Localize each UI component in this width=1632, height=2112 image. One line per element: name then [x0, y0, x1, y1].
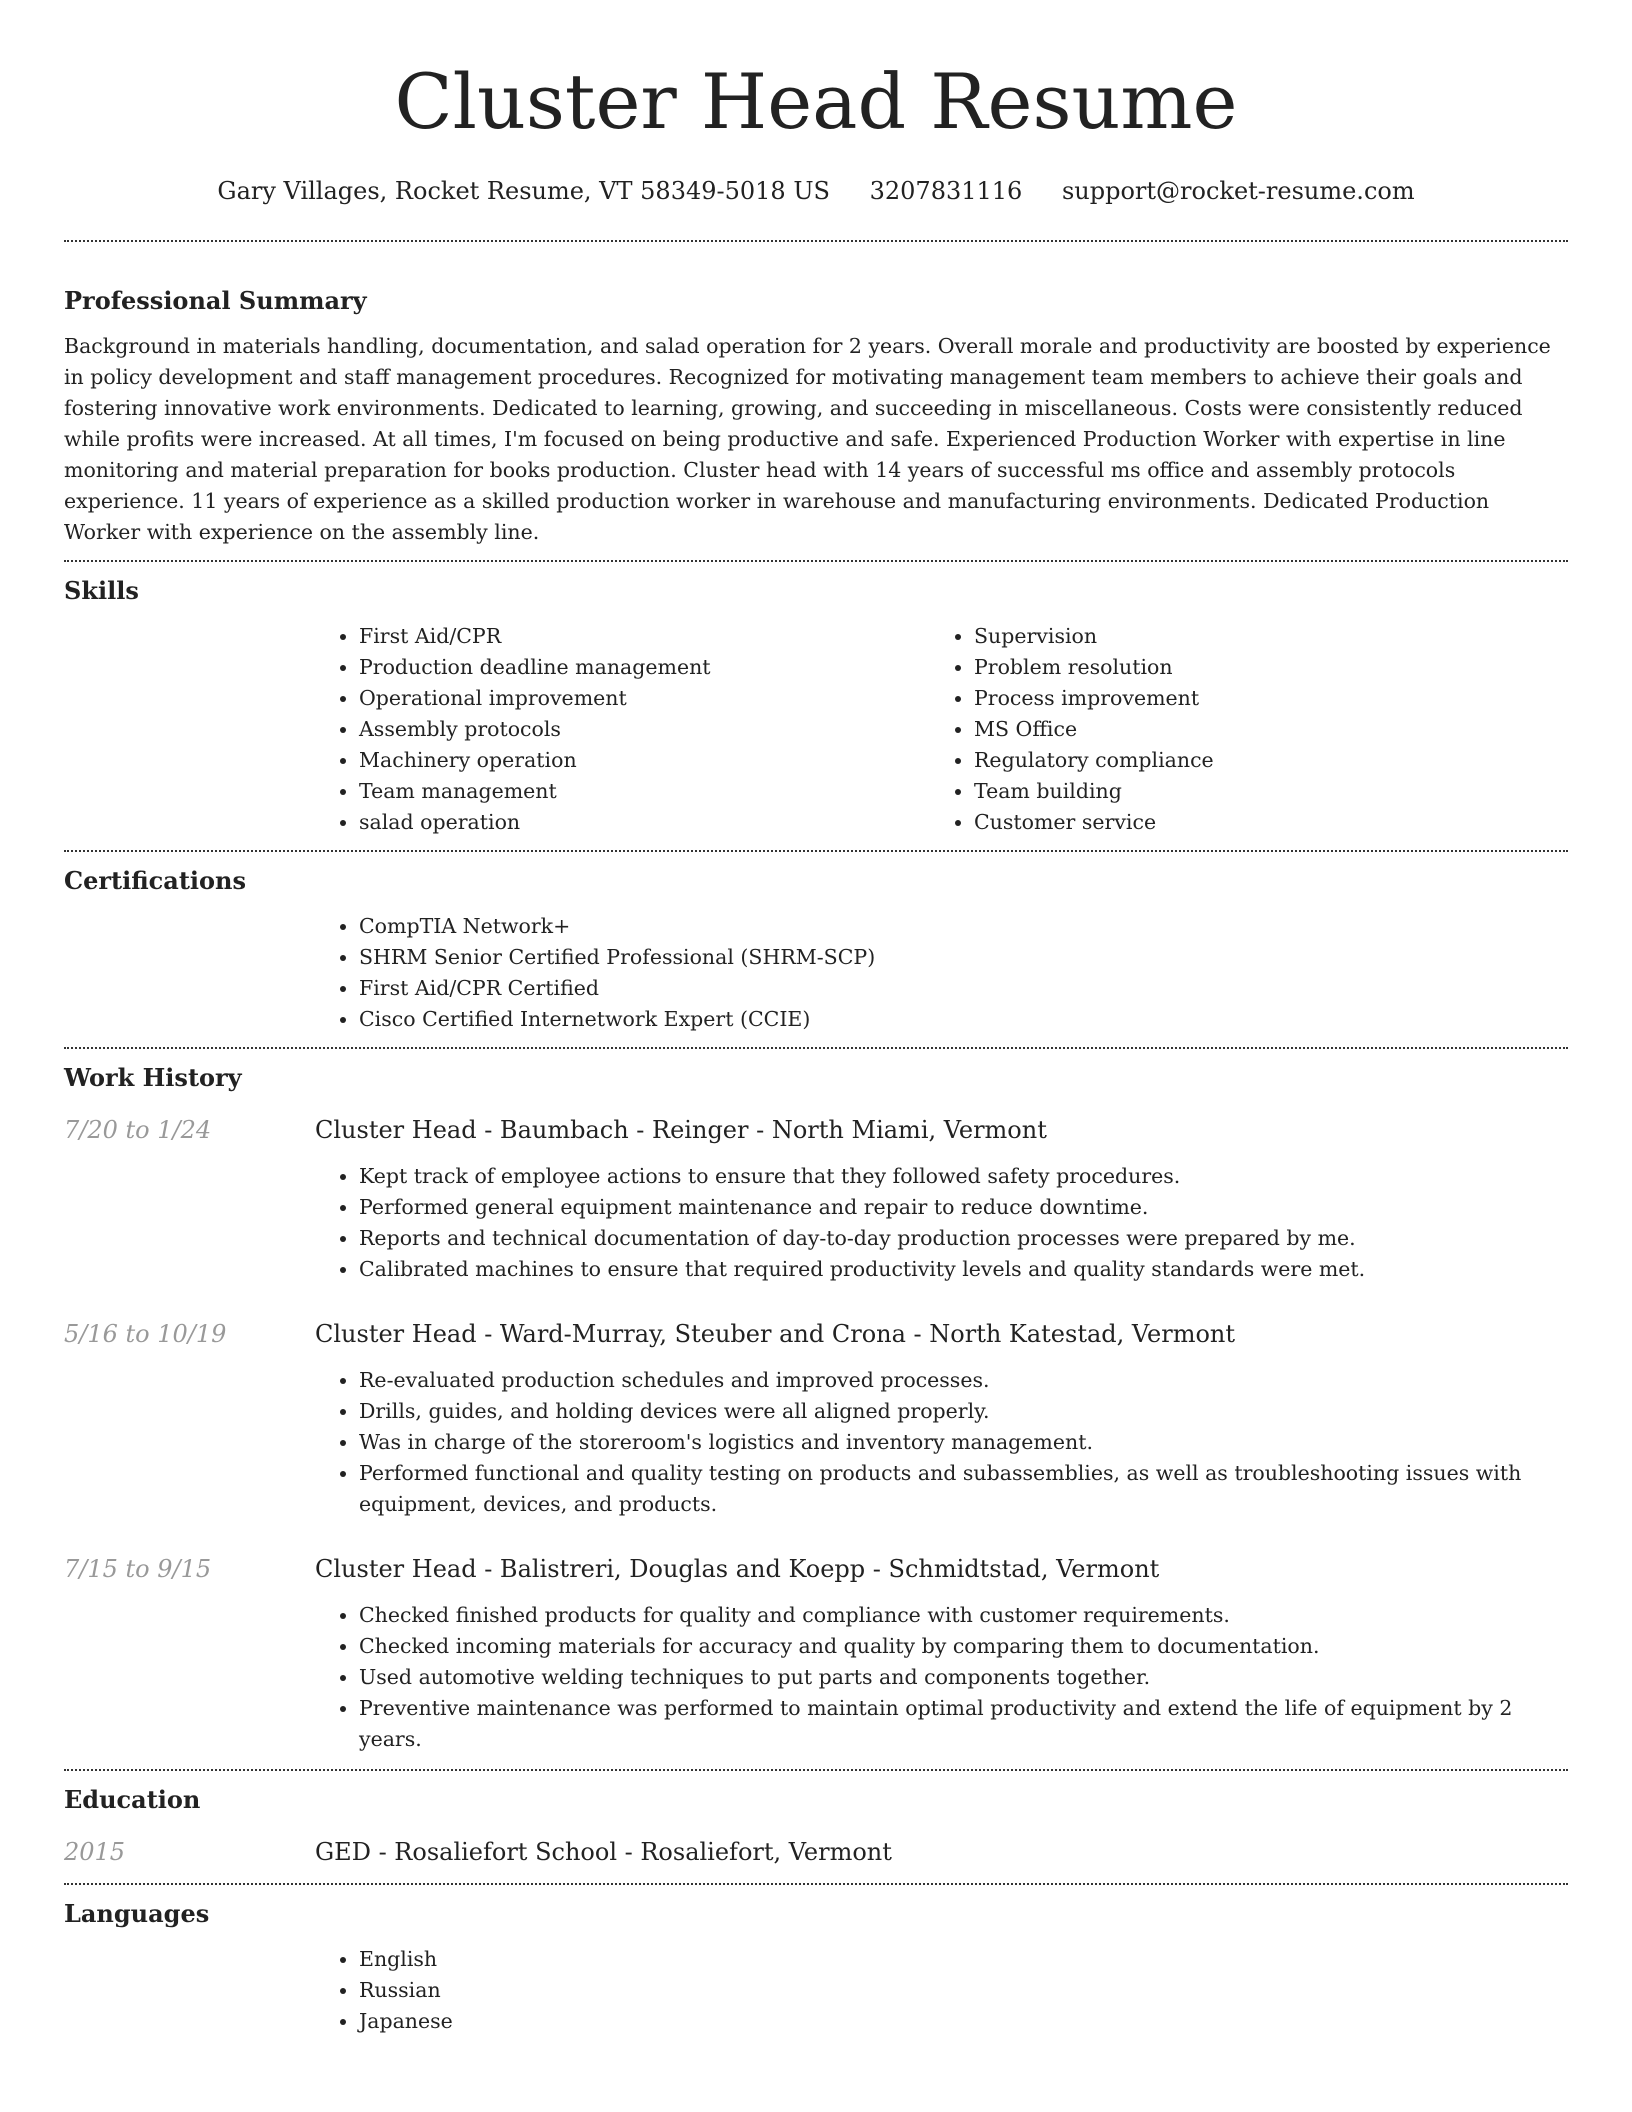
contact-phone: 3207831116 [869, 177, 1023, 205]
job-entry [64, 1554, 1568, 1755]
work-history-section [64, 1049, 1568, 1769]
summary-text: Background in materials handling, documentation, and salad operation for 2 years. Overall morale and productivity are boosted by experience in policy development and staff management procedures. Recognized for motivating management team members to achieve their goals and fostering innovative work environments. Dedicated to learning, growing, and succeeding in miscellaneous. Costs were consistently reduced while profits were increased. At all times, I'm focused on being productive and safe. Experienced Production Worker with expertise in line monitoring and material preparation for books production. Cluster head with 14 years of successful ms office and assembly protocols experience. 11 years of experience as a skilled production worker in warehouse and manufacturing environments. Dedicated Production Worker with experience on the assembly line. [64, 334, 1551, 544]
skills-list [315, 621, 930, 838]
certifications-list [315, 911, 1568, 1035]
languages-heading: Languages [64, 1899, 210, 1928]
skills-right-column [930, 621, 1545, 838]
skills-list [930, 621, 1545, 838]
job-bullet: • Used automotive welding techniques to put parts and components together. [359, 1662, 1568, 1693]
education-block [64, 1815, 1568, 1883]
skills-heading: Skills [64, 576, 139, 605]
certifications-block [315, 896, 1568, 1047]
language-item: • English [359, 1944, 1568, 1975]
certification-item: • CompTIA Network+ [359, 911, 1568, 942]
job-entry [64, 1319, 1568, 1520]
resume-page [64, 0, 1568, 2049]
skill-item: • salad operation [359, 807, 930, 838]
job-header [64, 1115, 1568, 1145]
languages-section [64, 1885, 1568, 2049]
skill-item: • MS Office [974, 714, 1545, 745]
contact-address: Gary Villages, Rocket Resume, VT 58349-5018 US [217, 177, 830, 205]
job-bullet: • Re-evaluated production schedules and improved processes. [359, 1365, 1568, 1396]
skill-item: • Regulatory compliance [974, 745, 1545, 776]
job-header [64, 1319, 1568, 1349]
work-history-block [64, 1093, 1568, 1769]
contact-email: support@rocket-resume.com [1061, 177, 1415, 205]
work-history-heading: Work History [64, 1063, 242, 1092]
skill-item: • Production deadline management [359, 652, 930, 683]
summary-heading: Professional Summary [64, 286, 367, 315]
skill-item: • Customer service [974, 807, 1545, 838]
skill-item: • Assembly protocols [359, 714, 930, 745]
language-item: • Russian [359, 1975, 1568, 2006]
job-bullet: • Performed functional and quality testing on products and subassemblies, as well as troubleshooting issues with equipment, devices, and products. [359, 1458, 1568, 1520]
languages-block [315, 1929, 1568, 2049]
job-bullet: • Preventive maintenance was performed to maintain optimal productivity and extend the life of equipment by 2 years. [359, 1693, 1568, 1755]
skills-left-column [315, 621, 930, 838]
certifications-heading: Certifications [64, 866, 247, 895]
education-date: 2015 [64, 1838, 126, 1866]
skill-item: • Supervision [974, 621, 1545, 652]
summary-section [64, 242, 1568, 560]
certification-item: • Cisco Certified Internetwork Expert (CCIE) [359, 1004, 1568, 1035]
job-header [64, 1554, 1568, 1584]
skill-item: • Team building [974, 776, 1545, 807]
skill-item: • Operational improvement [359, 683, 930, 714]
skill-item: • First Aid/CPR [359, 621, 930, 652]
skill-item: • Machinery operation [359, 745, 930, 776]
skill-item: • Problem resolution [974, 652, 1545, 683]
job-bullet: • Reports and technical documentation of day-to-day production processes were prepared by me. [359, 1223, 1568, 1254]
job-bullet: • Calibrated machines to ensure that required productivity levels and quality standards were met. [359, 1254, 1568, 1285]
job-bullets [315, 1161, 1568, 1285]
skills-section [64, 562, 1568, 850]
language-item: • Japanese [359, 2006, 1568, 2037]
job-bullet: • Performed general equipment maintenance and repair to reduce downtime. [359, 1192, 1568, 1223]
languages-list [315, 1944, 1568, 2037]
certification-item: • SHRM Senior Certified Professional (SHRM-SCP) [359, 942, 1568, 973]
job-bullet: • Checked finished products for quality and compliance with customer requirements. [359, 1600, 1568, 1631]
resume-title: Cluster Head Resume [394, 57, 1238, 146]
job-bullet: • Kept track of employee actions to ensure that they followed safety procedures. [359, 1161, 1568, 1192]
job-title: Cluster Head - Baumbach - Reinger - North Miami, Vermont [315, 1116, 1047, 1144]
contact-line [64, 176, 1568, 206]
skill-item: • Team management [359, 776, 930, 807]
job-bullet: • Was in charge of the storeroom's logistics and inventory management. [359, 1427, 1568, 1458]
job-bullets [315, 1365, 1568, 1520]
education-heading: Education [64, 1785, 201, 1814]
skill-item: • Process improvement [974, 683, 1545, 714]
job-date: 7/20 to 1/24 [64, 1116, 212, 1144]
job-bullet: • Drills, guides, and holding devices were all aligned properly. [359, 1396, 1568, 1427]
job-entry [64, 1115, 1568, 1285]
certification-item: • First Aid/CPR Certified [359, 973, 1568, 1004]
job-date: 7/15 to 9/15 [64, 1555, 212, 1583]
job-title: Cluster Head - Balistreri, Douglas and Koepp - Schmidtstad, Vermont [315, 1555, 1160, 1583]
skills-columns [315, 606, 1568, 850]
job-title: Cluster Head - Ward-Murray, Steuber and Crona - North Katestad, Vermont [315, 1320, 1236, 1348]
education-entry [64, 1837, 1568, 1867]
job-bullet: • Checked incoming materials for accuracy and quality by comparing them to documentation. [359, 1631, 1568, 1662]
certifications-section [64, 852, 1568, 1047]
job-date: 5/16 to 10/19 [64, 1320, 227, 1348]
education-section [64, 1771, 1568, 1883]
job-bullets [315, 1600, 1568, 1755]
education-title: GED - Rosaliefort School - Rosaliefort, Vermont [315, 1838, 892, 1866]
